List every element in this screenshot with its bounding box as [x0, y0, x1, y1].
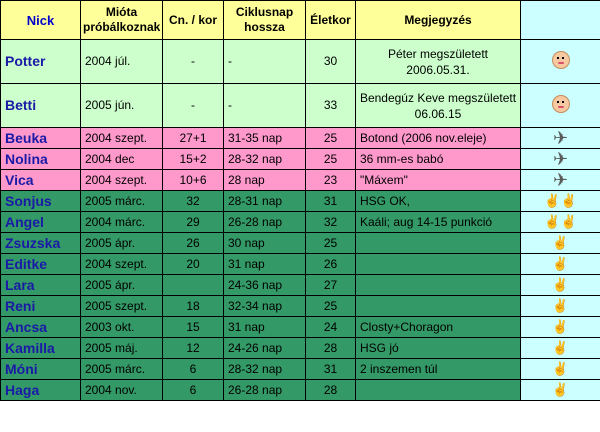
cycle-cell: -: [224, 84, 306, 128]
header-nick: Nick: [1, 1, 81, 40]
since-cell: 2005 jún.: [81, 84, 163, 128]
stork-icon: ✈: [552, 170, 569, 190]
cycle-cell: 31 nap: [224, 317, 306, 338]
table-row: [1, 128, 600, 149]
crossed-fingers-icon: ✌: [552, 298, 569, 313]
baby-icon: [552, 51, 570, 69]
age-cell: 32: [306, 212, 356, 233]
since-cell: 2005 márc.: [81, 359, 163, 380]
table-row: [1, 40, 600, 84]
since-cell: 2003 okt.: [81, 317, 163, 338]
note-cell: "Máxem": [356, 170, 521, 191]
since-cell: 2005 ápr.: [81, 275, 163, 296]
nick-cell: Vica: [1, 170, 81, 191]
header-row: [1, 1, 600, 40]
table-row: [1, 233, 600, 254]
crossed-fingers-icon: ✌: [552, 277, 569, 292]
header-note: Megjegyzés: [356, 1, 521, 40]
icon-cell: [521, 296, 600, 317]
icon-cell: [521, 254, 600, 275]
nick-cell: Haga: [1, 380, 81, 401]
age-cell: 25: [306, 128, 356, 149]
note-cell: Péter megszületett 2006.05.31.: [356, 40, 521, 84]
nick-cell: Editke: [1, 254, 81, 275]
table-row: [1, 212, 600, 233]
age-cell: 23: [306, 170, 356, 191]
note-cell: 2 inszemen túl: [356, 359, 521, 380]
cycle-cell: 28-32 nap: [224, 359, 306, 380]
cn-kor-cell: 29: [163, 212, 224, 233]
cn-kor-cell: 6: [163, 380, 224, 401]
since-cell: 2004 szept.: [81, 128, 163, 149]
nick-cell: Nolina: [1, 149, 81, 170]
header-cycle: Ciklusnap hossza: [224, 1, 306, 40]
cn-kor-cell: -: [163, 40, 224, 84]
crossed-fingers-icon: ✌: [552, 319, 569, 334]
age-cell: 25: [306, 233, 356, 254]
cycle-cell: 24-26 nap: [224, 338, 306, 359]
nick-cell: Reni: [1, 296, 81, 317]
table-row: [1, 380, 600, 401]
cycle-cell: 32-34 nap: [224, 296, 306, 317]
table-row: [1, 275, 600, 296]
cycle-cell: 26-28 nap: [224, 380, 306, 401]
nick-cell: Móni: [1, 359, 81, 380]
cycle-cell: 28-32 nap: [224, 149, 306, 170]
cn-kor-cell: 12: [163, 338, 224, 359]
age-cell: 30: [306, 40, 356, 84]
cycle-cell: 31-35 nap: [224, 128, 306, 149]
cn-kor-cell: [163, 275, 224, 296]
nick-cell: Kamilla: [1, 338, 81, 359]
icon-cell: [521, 212, 600, 233]
icon-cell: [521, 128, 600, 149]
note-cell: HSG jó: [356, 338, 521, 359]
table-row: [1, 317, 600, 338]
icon-cell: [521, 317, 600, 338]
header-cn-kor: Cn. / kor: [163, 1, 224, 40]
cn-kor-cell: 10+6: [163, 170, 224, 191]
icon-cell: [521, 40, 600, 84]
since-cell: 2005 ápr.: [81, 233, 163, 254]
icon-cell: [521, 170, 600, 191]
table-row: [1, 338, 600, 359]
table-row: [1, 254, 600, 275]
age-cell: 33: [306, 84, 356, 128]
icon-cell: [521, 338, 600, 359]
age-cell: 25: [306, 149, 356, 170]
nick-cell: Potter: [1, 40, 81, 84]
icon-cell: [521, 380, 600, 401]
crossed-fingers-icon: ✌: [552, 235, 569, 250]
cycle-cell: 31 nap: [224, 254, 306, 275]
cycle-cell: 30 nap: [224, 233, 306, 254]
age-cell: 25: [306, 296, 356, 317]
age-cell: 24: [306, 317, 356, 338]
since-cell: 2004 nov.: [81, 380, 163, 401]
since-cell: 2004 márc.: [81, 212, 163, 233]
note-cell: [356, 254, 521, 275]
since-cell: 2004 szept.: [81, 170, 163, 191]
note-cell: [356, 275, 521, 296]
header-age: Életkor: [306, 1, 356, 40]
age-cell: 31: [306, 191, 356, 212]
cn-kor-cell: 6: [163, 359, 224, 380]
cn-kor-cell: 15+2: [163, 149, 224, 170]
icon-cell: [521, 84, 600, 128]
header-icon-column: [521, 1, 600, 40]
nick-cell: Betti: [1, 84, 81, 128]
crossed-fingers-icon: ✌: [552, 256, 569, 271]
crossed-fingers-double-icon: ✌✌: [544, 214, 577, 229]
icon-cell: [521, 149, 600, 170]
icon-cell: [521, 233, 600, 254]
crossed-fingers-icon: ✌: [552, 340, 569, 355]
crossed-fingers-icon: ✌: [552, 382, 569, 397]
age-cell: 28: [306, 338, 356, 359]
since-cell: 2004 szept.: [81, 254, 163, 275]
note-cell: HSG OK,: [356, 191, 521, 212]
table-row: [1, 359, 600, 380]
icon-cell: [521, 359, 600, 380]
since-cell: 2004 dec: [81, 149, 163, 170]
since-cell: 2004 júl.: [81, 40, 163, 84]
cycle-cell: 28-31 nap: [224, 191, 306, 212]
cn-kor-cell: 15: [163, 317, 224, 338]
cn-kor-cell: 27+1: [163, 128, 224, 149]
nick-cell: Ancsa: [1, 317, 81, 338]
note-cell: [356, 296, 521, 317]
icon-cell: [521, 191, 600, 212]
since-cell: 2005 szept.: [81, 296, 163, 317]
note-cell: 36 mm-es babó: [356, 149, 521, 170]
since-cell: 2005 márc.: [81, 191, 163, 212]
age-cell: 31: [306, 359, 356, 380]
cycle-cell: 24-36 nap: [224, 275, 306, 296]
cn-kor-cell: 26: [163, 233, 224, 254]
stork-icon: ✈: [552, 149, 569, 169]
crossed-fingers-icon: ✌: [552, 361, 569, 376]
icon-cell: [521, 275, 600, 296]
note-cell: [356, 233, 521, 254]
nick-cell: Angel: [1, 212, 81, 233]
cn-kor-cell: 18: [163, 296, 224, 317]
note-cell: Bendegúz Keve megszületett 06.06.15: [356, 84, 521, 128]
table-row: [1, 296, 600, 317]
age-cell: 27: [306, 275, 356, 296]
note-cell: [356, 380, 521, 401]
header-since: Mióta próbálkoznak: [81, 1, 163, 40]
since-cell: 2005 máj.: [81, 338, 163, 359]
note-cell: Closty+Choragon: [356, 317, 521, 338]
cn-kor-cell: 20: [163, 254, 224, 275]
table-row: [1, 170, 600, 191]
cycle-cell: -: [224, 40, 306, 84]
table-row: [1, 84, 600, 128]
cn-kor-cell: 32: [163, 191, 224, 212]
nick-cell: Sonjus: [1, 191, 81, 212]
cycle-cell: 26-28 nap: [224, 212, 306, 233]
note-cell: Kaáli; aug 14-15 punkció: [356, 212, 521, 233]
nick-cell: Beuka: [1, 128, 81, 149]
table-row: [1, 191, 600, 212]
nick-cell: Zsuzska: [1, 233, 81, 254]
nick-cell: Lara: [1, 275, 81, 296]
cycle-cell: 28 nap: [224, 170, 306, 191]
crossed-fingers-double-icon: ✌✌: [544, 193, 577, 208]
note-cell: Botond (2006 nov.eleje): [356, 128, 521, 149]
age-cell: 28: [306, 380, 356, 401]
baby-icon: [552, 95, 570, 113]
stork-icon: ✈: [552, 128, 569, 148]
cn-kor-cell: -: [163, 84, 224, 128]
table-row: [1, 149, 600, 170]
age-cell: 26: [306, 254, 356, 275]
